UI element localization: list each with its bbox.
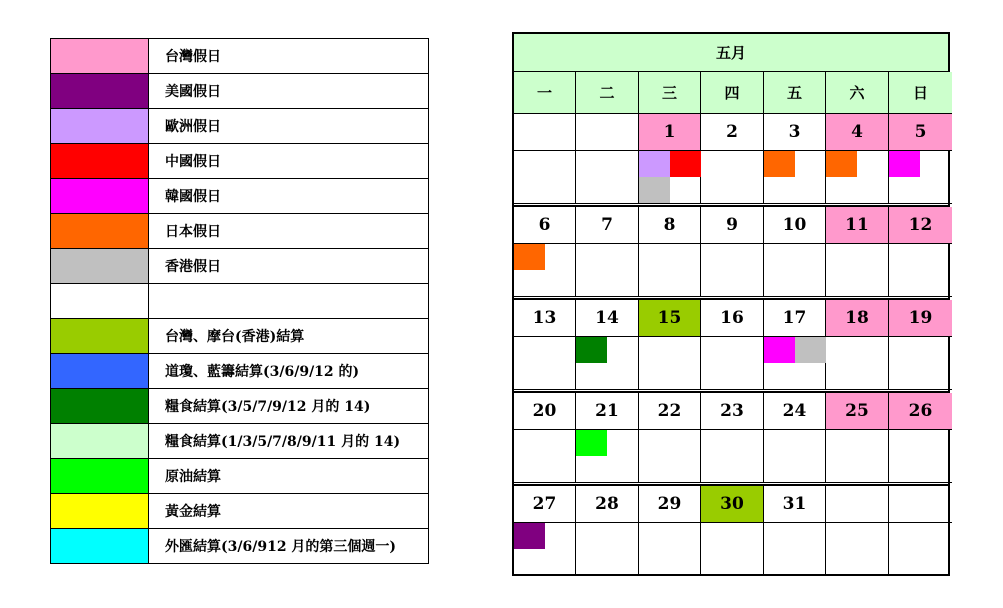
weekday-header: 四 (701, 72, 764, 114)
holiday-marker-cell (514, 430, 576, 483)
legend-label (149, 284, 429, 319)
calendar-month-title: 五月 (514, 34, 948, 72)
weekday-header: 二 (576, 72, 639, 114)
weekday-header: 六 (826, 72, 889, 114)
holiday-marker-cell (826, 337, 889, 390)
legend-label: 美國假日 (149, 74, 429, 109)
calendar-day-cell[interactable] (826, 486, 889, 523)
calendar-day-cell[interactable] (514, 114, 576, 151)
holiday-marker-cell (514, 337, 576, 390)
holiday-marker-cell (701, 430, 764, 483)
holiday-marker-cell (764, 430, 826, 483)
legend-color-swatch (51, 249, 149, 284)
legend-color-swatch (51, 74, 149, 109)
holiday-color-mark (576, 430, 607, 456)
calendar-day-cell[interactable]: 16 (701, 300, 764, 337)
calendar-day-cell[interactable]: 3 (764, 114, 826, 151)
holiday-color-mark (764, 151, 795, 177)
calendar-day-cell[interactable]: 15 (639, 300, 701, 337)
holiday-marker-cell (639, 337, 701, 390)
legend-label: 外匯結算(3/6/912 月的第三個週一) (149, 529, 429, 564)
holiday-marker-cell (889, 337, 952, 390)
legend-row (51, 424, 429, 459)
legend-label: 日本假日 (149, 214, 429, 249)
holiday-marker-cell (889, 523, 952, 576)
holiday-color-mark (514, 523, 545, 549)
calendar-day-cell[interactable]: 25 (826, 393, 889, 430)
weekday-header: 日 (889, 72, 952, 114)
legend-row (51, 39, 429, 74)
calendar-day-cell[interactable]: 12 (889, 207, 952, 244)
calendar-day-cell[interactable] (889, 486, 952, 523)
legend-row (51, 179, 429, 214)
holiday-marker-cell (514, 151, 576, 204)
legend-color-swatch (51, 319, 149, 354)
holiday-marker-cell (764, 523, 826, 576)
calendar-day-cell[interactable]: 20 (514, 393, 576, 430)
holiday-color-mark (826, 151, 857, 177)
holiday-marker-cell (576, 523, 639, 576)
legend-row (51, 109, 429, 144)
holiday-marker-cell (826, 151, 889, 204)
legend-color-swatch (51, 459, 149, 494)
calendar-day-cell[interactable]: 21 (576, 393, 639, 430)
holiday-marker-cell (701, 244, 764, 297)
holiday-marker-cell (639, 244, 701, 297)
calendar-day-cell[interactable]: 30 (701, 486, 764, 523)
legend-label: 台灣假日 (149, 39, 429, 74)
holiday-marker-cell (826, 244, 889, 297)
calendar-day-cell[interactable]: 27 (514, 486, 576, 523)
calendar-day-cell[interactable]: 7 (576, 207, 639, 244)
holiday-marker-cell (764, 151, 826, 204)
legend-color-swatch (51, 424, 149, 459)
holiday-marker-cell (701, 337, 764, 390)
legend-row (51, 354, 429, 389)
calendar-day-cell[interactable]: 26 (889, 393, 952, 430)
calendar-day-cell[interactable]: 22 (639, 393, 701, 430)
legend-label: 台灣、摩台(香港)結算 (149, 319, 429, 354)
holiday-color-mark (764, 337, 795, 363)
holiday-marker-cell (764, 244, 826, 297)
legend-color-swatch (51, 389, 149, 424)
holiday-marker-cell (639, 430, 701, 483)
legend-label: 中國假日 (149, 144, 429, 179)
holiday-marker-cell (639, 151, 701, 204)
legend-label: 韓國假日 (149, 179, 429, 214)
legend-color-swatch (51, 179, 149, 214)
legend-color-swatch (51, 354, 149, 389)
holiday-color-mark (889, 151, 920, 177)
legend-row (51, 494, 429, 529)
weekday-header: 一 (514, 72, 576, 114)
calendar-day-cell[interactable]: 11 (826, 207, 889, 244)
legend-label: 糧食結算(1/3/5/7/8/9/11 月的 14) (149, 424, 429, 459)
legend-row (51, 214, 429, 249)
weekday-header: 三 (639, 72, 701, 114)
legend-label: 道瓊、藍籌結算(3/6/9/12 的) (149, 354, 429, 389)
holiday-legend (50, 38, 429, 564)
legend-label: 原油結算 (149, 459, 429, 494)
legend-color-swatch (51, 529, 149, 564)
weekday-header: 五 (764, 72, 826, 114)
calendar-day-cell[interactable]: 28 (576, 486, 639, 523)
calendar-day-cell[interactable]: 4 (826, 114, 889, 151)
legend-row (51, 459, 429, 494)
holiday-marker-cell (889, 151, 952, 204)
calendar-day-cell[interactable]: 10 (764, 207, 826, 244)
legend-label: 歐洲假日 (149, 109, 429, 144)
holiday-marker-cell (701, 151, 764, 204)
calendar-day-cell[interactable]: 5 (889, 114, 952, 151)
legend-color-swatch (51, 284, 149, 319)
calendar-day-cell[interactable]: 2 (701, 114, 764, 151)
calendar-day-cell[interactable]: 8 (639, 207, 701, 244)
holiday-marker-cell (889, 244, 952, 297)
holiday-marker-cell (889, 430, 952, 483)
calendar-day-cell[interactable]: 14 (576, 300, 639, 337)
calendar-day-cell[interactable]: 23 (701, 393, 764, 430)
holiday-marker-cell (576, 337, 639, 390)
calendar-day-cell[interactable]: 31 (764, 486, 826, 523)
holiday-marker-cell (576, 151, 639, 204)
may-calendar (512, 32, 950, 576)
calendar-day-cell[interactable] (576, 114, 639, 151)
holiday-marker-cell (514, 244, 576, 297)
legend-color-swatch (51, 144, 149, 179)
holiday-marker-cell (576, 244, 639, 297)
legend-row (51, 74, 429, 109)
calendar-day-cell[interactable]: 24 (764, 393, 826, 430)
legend-row (51, 284, 429, 319)
calendar-day-cell[interactable]: 6 (514, 207, 576, 244)
legend-label: 香港假日 (149, 249, 429, 284)
holiday-marker-cell (576, 430, 639, 483)
holiday-color-mark (514, 244, 545, 270)
calendar-day-cell[interactable]: 18 (826, 300, 889, 337)
legend-label: 糧食結算(3/5/7/9/12 月的 14) (149, 389, 429, 424)
holiday-color-mark (639, 151, 670, 177)
legend-row (51, 144, 429, 179)
legend-color-swatch (51, 494, 149, 529)
legend-row (51, 319, 429, 354)
legend-row (51, 529, 429, 564)
holiday-color-mark (576, 337, 607, 363)
legend-label: 黃金結算 (149, 494, 429, 529)
legend-row (51, 249, 429, 284)
holiday-marker-cell (639, 523, 701, 576)
calendar-day-cell[interactable]: 17 (764, 300, 826, 337)
holiday-marker-cell (764, 337, 826, 390)
legend-color-swatch (51, 39, 149, 74)
holiday-color-mark (639, 177, 670, 203)
calendar-day-cell[interactable]: 29 (639, 486, 701, 523)
holiday-marker-cell (701, 523, 764, 576)
legend-color-swatch (51, 214, 149, 249)
holiday-color-mark (670, 151, 701, 177)
holiday-marker-cell (826, 430, 889, 483)
holiday-marker-cell (826, 523, 889, 576)
legend-color-swatch (51, 109, 149, 144)
holiday-color-mark (795, 337, 826, 363)
calendar-day-cell[interactable]: 19 (889, 300, 952, 337)
legend-row (51, 389, 429, 424)
calendar-day-cell[interactable]: 9 (701, 207, 764, 244)
calendar-day-cell[interactable]: 1 (639, 114, 701, 151)
holiday-marker-cell (514, 523, 576, 576)
calendar-day-cell[interactable]: 13 (514, 300, 576, 337)
